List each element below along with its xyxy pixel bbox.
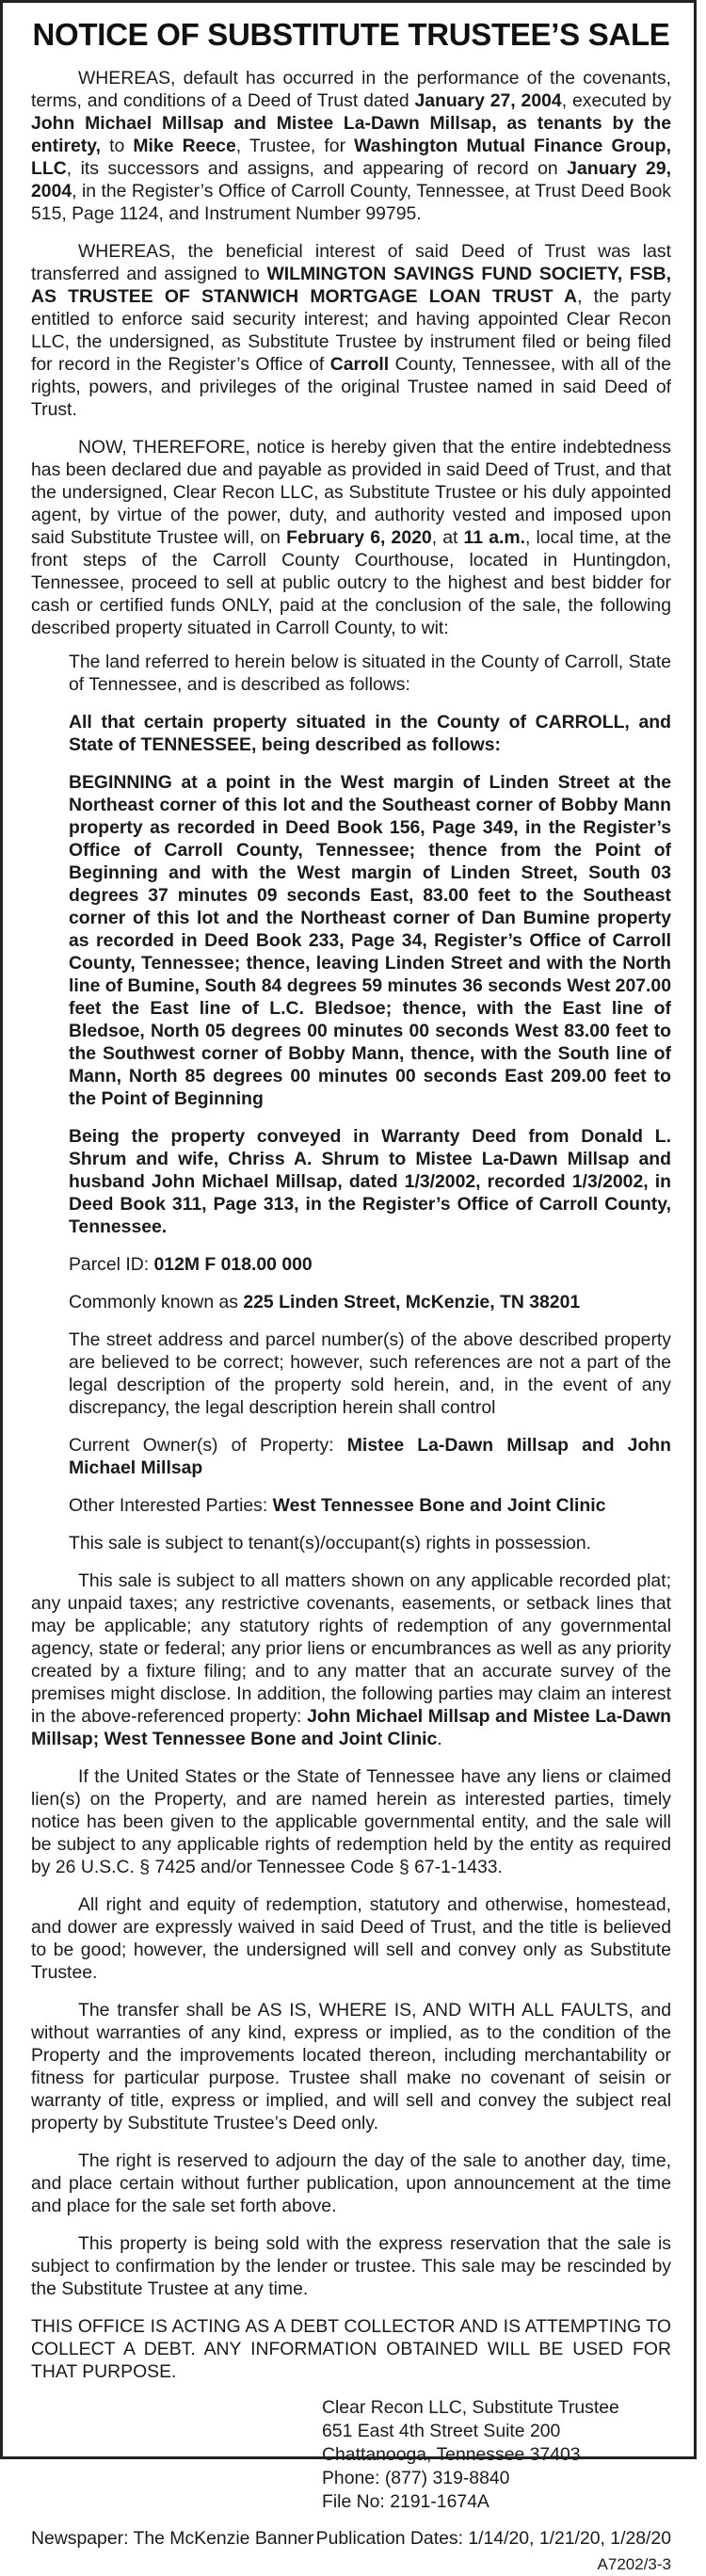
- signature-line: Clear Recon LLC, Substitute Trustee: [322, 2397, 619, 2418]
- conveyance: [31, 1125, 671, 1238]
- text: WHEREAS, the beneficial interest of said Deed of Trust was last transferred and assigned to: [31, 241, 671, 284]
- parcel-label: Parcel ID:: [69, 1254, 154, 1275]
- parcel-id: [31, 1253, 671, 1276]
- paragraph-adjourn: The right is reserved to adjourn the day of the sale to another day, time, and place certain without further publication, upon announcement at the time and place for the sale set forth above.: [31, 2150, 671, 2216]
- text: This sale is subject to all matters shown on any applicable recorded plat; any unpaid taxes; any restrictive covenants, easements, or setback lines that may be applicable; any statutory rights of redemption of any governmental agency, state or federal; any prior liens or encumbrances as well as any priority created by a fixture filing; and to any matter that an accurate survey of the premises might disclose. In addition, the following parties may claim an interest in the above-referenced property:: [31, 1570, 671, 1727]
- signature-line: Chattanooga, Tennessee 37403: [322, 2444, 581, 2465]
- address-label: Commonly known as: [69, 1292, 244, 1312]
- text: WHEREAS, default has occurred in the performance of the covenants, terms, and conditions of a Deed of Trust dated: [31, 68, 671, 111]
- text: .: [437, 1729, 442, 1749]
- interested-value: West Tennessee Bone and Joint Clinic: [272, 1495, 606, 1516]
- text: , executed by: [561, 90, 672, 111]
- text: , its successors and assigns, and appearing of record on: [66, 158, 568, 179]
- property-heading-text: All that certain property situated in the County of CARROLL, and State of TENNESSEE, being described as follows:: [69, 712, 671, 755]
- legal-description-text: BEGINNING at a point in the West margin of Linden Street at the Northeast corner of this lot and the Southeast corner of Bobby Mann property as recorded in Deed Book 156, Page 349, in the Register’s Office of Carroll County, Tennessee; thence from the Point of Beginning and with the West margin of Linden Street, South 03 degrees 37 minutes 09 seconds East, 83.00 feet to the Southeast corner of this lot and the Northeast corner of Dan Bumine property as recorded in Deed Book 233, Page 34, Register’s Office of Carroll County, Tennessee; thence, leaving Linden Street and with the North line of Bumine, South 84 degrees 59 minutes 36 seconds West 207.00 feet the East line of L.C. Bledsoe; thence, with the East line of Bledsoe, North 05 degrees 00 minutes 00 seconds West 83.00 feet to the Southwest corner of Bobby Mann, thence, with the South line of Mann, North 85 degrees 00 minutes 00 seconds East 209.00 feet to the Point of Beginning: [69, 772, 671, 1109]
- property-address: [31, 1291, 671, 1313]
- paragraph-default: [31, 67, 671, 225]
- signature-line: 651 East 4th Street Suite 200: [322, 2421, 561, 2441]
- signature-line: Phone: (877) 319-8840: [322, 2468, 510, 2488]
- newspaper: Newspaper: The McKenzie Banner: [31, 2528, 314, 2549]
- text: , Trustee, for: [235, 136, 355, 156]
- owners-label: Current Owner(s) of Property:: [69, 1435, 347, 1456]
- beneficiary: WILMINGTON SAVINGS FUND SOCIETY, FSB, AS TRUSTEE OF STANWICH MORTGAGE LOAN TRUST A: [31, 264, 671, 307]
- sale-time: 11 a.m.: [463, 527, 525, 548]
- land-intro: The land referred to herein below is situated in the County of Carroll, State of Tennessee, and is described as follows:: [69, 652, 671, 695]
- paragraph-equity: All right and equity of redemption, statutory and otherwise, homestead, and dower are expressly waived in said Deed of Trust, and the title is believed to be good; however, the undersigned will sell and convey only as Substitute Trustee.: [31, 1894, 671, 1983]
- current-owners: [31, 1434, 671, 1479]
- publication-dates: Publication Dates: 1/14/20, 1/21/20, 1/28/20: [315, 2528, 671, 2549]
- trustee-name: Mike Reece: [133, 136, 236, 156]
- lender-name: Washington Mutual Finance Group, LLC: [31, 136, 671, 179]
- parcel-value: 012M F 018.00 000: [153, 1254, 313, 1275]
- owners-value: Mistee La-Dawn Millsap and John Michael Millsap: [69, 1435, 671, 1478]
- claimants: John Michael Millsap and Mistee La-Dawn Millsap; West Tennessee Bone and Joint Clinic: [31, 1706, 672, 1749]
- record-date: January 29, 2004: [31, 158, 671, 201]
- deed-date: January 27, 2004: [414, 90, 562, 111]
- grantors: John Michael Millsap and Mistee La-Dawn Millsap, as tenants by the entirety,: [31, 113, 671, 156]
- text: , local time, at the front steps of the Carroll County Courthouse, located in Huntingdon, Tennessee, proceed to sell at public outcry to the highest and best bidder for cash or certified funds ONLY, paid at the conclusion of the sale, the following described property situated in Carroll County, to wit:: [31, 527, 672, 638]
- paragraph-assignment: [31, 240, 671, 421]
- property-heading: [31, 711, 671, 756]
- paragraph-subject-to: [31, 1570, 671, 1750]
- legal-description: [31, 771, 671, 1110]
- notice-title: NOTICE OF SUBSTITUTE TRUSTEE’S SALE: [32, 17, 670, 52]
- debt-collector-notice: THIS OFFICE IS ACTING AS A DEBT COLLECTOR AND IS ATTEMPTING TO COLLECT A DEBT. ANY INFORMATION OBTAINED WILL BE USED FOR THAT PURPOSE.: [31, 2316, 671, 2382]
- signature-line: File No: 2191-1674A: [322, 2491, 489, 2512]
- text: , at: [431, 527, 464, 548]
- address-value: 225 Linden Street, McKenzie, TN 38201: [243, 1292, 581, 1312]
- tenant-rights: This sale is subject to tenant(s)/occupant(s) rights in possession.: [69, 1533, 592, 1554]
- conveyance-text: Being the property conveyed in Warranty Deed from Donald L. Shrum and wife, Chriss A. Shrum to Mistee La-Dawn Millsap and husband John Michael Millsap, dated 1/3/2002, recorded 1/3/2002, in Deed Book 311, Page 313, in the Register’s Office of Carroll County, Tennessee.: [69, 1126, 671, 1237]
- interested-label: Other Interested Parties:: [69, 1495, 273, 1516]
- paragraph-confirmation: This property is being sold with the express reservation that the sale is subject to confirmation by the lender or trustee. This sale may be rescinded by the Substitute Trustee at any time.: [31, 2233, 671, 2299]
- county: Carroll: [329, 354, 390, 375]
- sale-date: February 6, 2020: [286, 527, 432, 548]
- text: County, Tennessee, with all of the rights, powers, and privileges of the original Trustee named in said Deed of Trust.: [31, 354, 671, 420]
- address-disclaimer: The street address and parcel number(s) of the above described property are believed to be correct; however, such references are not a part of the legal description of the property sold herein, and, in the event of any discrepancy, the legal description herein shall control: [69, 1329, 671, 1418]
- paragraph-as-is: The transfer shall be AS IS, WHERE IS, AND WITH ALL FAULTS, and without warranties of any kind, express or implied, as to the condition of the Property and the improvements located thereon, including merchantability or fitness for particular purpose. Trustee shall make no covenant of seisin or warranty of title, express or implied, and will sell and convey the subject real property by Substitute Trustee’s Deed only.: [31, 2000, 671, 2133]
- text: to: [101, 136, 134, 156]
- text: NOW, THEREFORE, notice is hereby given that the entire indebtedness has been declared due and payable as provided in said Deed of Trust, and that the undersigned, Clear Recon LLC, as Substitute Trustee or his duly appointed agent, by virtue of the power, duty, and authority vested and imposed upon said Substitute Trustee will, on: [31, 437, 671, 548]
- trustee-signature-block: [322, 2396, 671, 2514]
- paragraph-sale-notice: [31, 436, 671, 639]
- paragraph-us-liens: If the United States or the State of Tennessee have any liens or claimed lien(s) on the Property, and are named herein as interested parties, timely notice has been given to the applicable governmental entity, and the sale will be subject to any applicable rights of redemption held by the entity as required by 26 U.S.C. § 7425 and/or Tennessee Code § 67-1-1433.: [31, 1766, 671, 1877]
- interested-parties: [31, 1494, 671, 1517]
- publication-footer: [31, 2527, 671, 2550]
- text: , in the Register’s Office of Carroll County, Tennessee, at Trust Deed Book 515, Page 1124, and Instrument Number 99795.: [31, 181, 671, 224]
- text: , the party entitled to enforce said security interest; and having appointed Clear Recon LLC, the undersigned, as Substitute Trustee by instrument filed or being filed for record in the Register’s Office of: [31, 286, 671, 375]
- ad-code: A7202/3-3: [597, 2555, 671, 2573]
